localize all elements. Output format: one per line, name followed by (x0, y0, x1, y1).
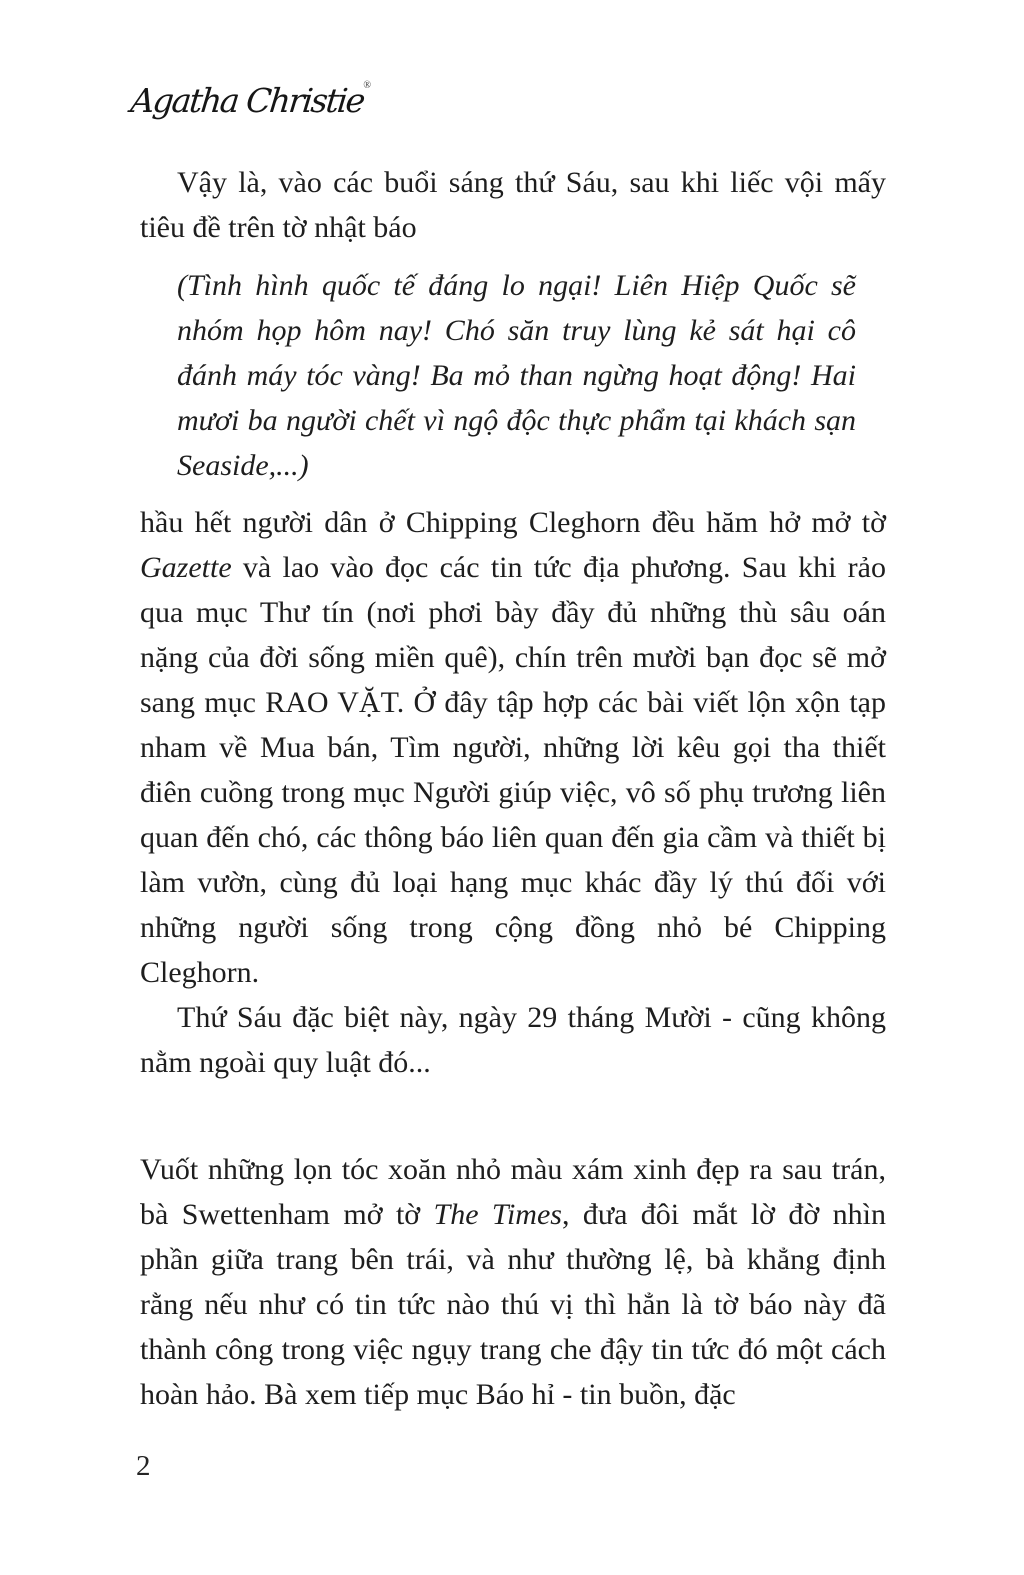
paragraph-swettenham (140, 1147, 886, 1417)
newspaper-headlines-quote: (Tình hình quốc tế đáng lo ngại! Liên Hiệp Quốc sẽ nhóm họp hôm nay! Chó săn truy lùng kẻ sát hại cô đánh máy tóc vàng! Ba mỏ than ngừng hoạt động! Hai mươi ba người chết vì ngộ độc thực phẩm tại khách sạn Seaside,...) (177, 269, 856, 482)
section-break (140, 1085, 886, 1147)
page-content (140, 160, 886, 1417)
page-number: 2 (136, 1450, 151, 1482)
agatha-christie-signature-logo: Agatha Christie (128, 81, 366, 120)
paragraph-october-29: Thứ Sáu đặc biệt này, ngày 29 tháng Mười - cũng không nằm ngoài quy luật đó... (140, 1001, 886, 1079)
registered-trademark-icon: ® (363, 80, 372, 91)
the-times-title-italic: The Times (433, 1198, 562, 1231)
gazette-title-italic: Gazette (140, 551, 232, 584)
text-run: , đưa đôi mắt lờ đờ nhìn phần giữa trang bên trái, và như thường lệ, bà khẳng định rằng nếu như có tin tức nào thú vị thì hẳn là tờ báo này đã thành công trong việc ngụy trang che đậy tin tức đó một cách hoàn hảo. Bà xem tiếp mục Báo hỉ - tin buồn, đặc (140, 1198, 886, 1411)
text-run: và lao vào đọc các tin tức địa phương. Sau khi rảo qua mục Thư tín (nơi phơi bày đầy đủ những thù sâu oán nặng của đời sống miền quê), chín trên mười bạn đọc sẽ mở sang mục RAO VẶT. Ở đây tập hợp các bài viết lộn xộn tạp nham về Mua bán, Tìm người, những lời kêu gọi tha thiết điên cuồng trong mục Người giúp việc, vô số phụ trương liên quan đến chó, các thông báo liên quan đến gia cầm và thiết bị làm vườn, cùng đủ loại hạng mục khác đầy lý thú đối với những người sống trong cộng đồng nhỏ bé Chipping Cleghorn. (140, 551, 886, 989)
paragraph-gazette (140, 500, 886, 995)
text-run: hầu hết người dân ở Chipping Cleghorn đều hăm hở mở tờ (140, 506, 886, 539)
paragraph-friday-mornings: Vậy là, vào các buổi sáng thứ Sáu, sau khi liếc vội mấy tiêu đề trên tờ nhật báo (140, 166, 886, 244)
publisher-logo (128, 80, 372, 120)
text-run: Vuốt những lọn tóc xoăn nhỏ màu xám xinh đẹp ra sau trán, bà Swettenham mở tờ (140, 1153, 886, 1231)
